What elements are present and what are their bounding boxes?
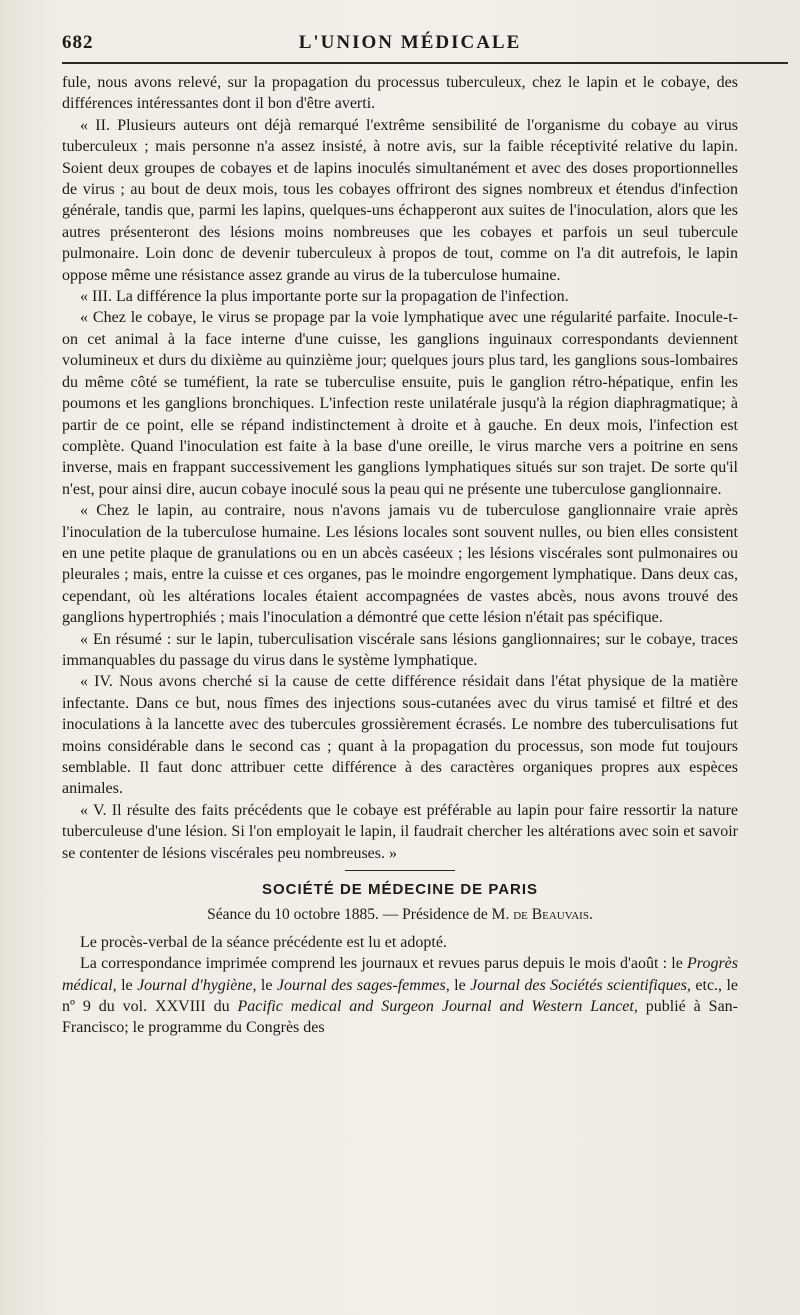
journal-name: Journal des Sociétés scientifiques, (470, 976, 691, 994)
page-number: 682 (62, 32, 94, 53)
journal-name: Journal d'hygiène, (137, 976, 257, 994)
text-run: le (449, 976, 471, 994)
correspondence-paragraph (62, 953, 738, 1039)
journal-title: L'UNION MÉDICALE (298, 32, 522, 53)
text-run: le (116, 976, 138, 994)
paragraph: « En résumé : sur le lapin, tuberculisation viscérale sans lésions ganglionnaires; sur le cobaye, traces immanquables du passage du virus dans le système lymphatique. (62, 630, 738, 669)
paragraph: « III. La différence la plus importante porte sur la propagation de l'infection. (80, 288, 569, 306)
paragraph: « II. Plusieurs auteurs ont déjà remarqué l'extrême sensibilité de l'organisme du cobaye au virus tuberculeux ; mais personne n'a assez insisté, à notre avis, sur la faible réceptivité relative du lapin. Soient deux groupes de cobayes et de lapins inoculés simultanément et avec des doses proportionnelles de virus ; au bout de deux mois, tous les cobayes offriront des signes nombreux et étendus d'infection générale, tandis que, parmi les lapins, quelques-uns échapperont aux suites de l'inoculation, alors que les autres présenteront des lésions moins nombreuses que les cobayes et parfois un seul tubercule pulmonaire. Loin donc de devenir tuberculeux à propos de tout, comme on l'a dit autrefois, le lapin oppose même une résistance assez grande au virus de la tuberculose humaine. (62, 116, 738, 284)
paragraph: « V. Il résulte des faits précédents que le cobaye est préférable au lapin pour faire ressortir la nature tuberculeuse d'une lésion. Si l'on employait le lapin, il faudrait chercher les altérations avec soin et savoir se contenter de lésions viscérales peu nombreuses. » (62, 801, 738, 862)
session-prefix: Séance du 10 octobre 1885. — Présidence de M. (207, 906, 514, 924)
text-run: publié à San-Francisco; le programme du Congrès des (62, 998, 739, 1037)
paragraph: « Chez le cobaye, le virus se propage par la voie lymphatique avec une régularité parfaite. Inocule-t-on cet animal à la face interne d'une cuisse, les ganglions inguinaux correspondants deviennent volumineux et durs du dixième au quinzième jour; quelques jours plus tard, les ganglions sous-lombaires du même côté se tuméfient, la rate se tuberculise ensuite, puis le ganglion rétro-hépatique, enfin les poumons et les ganglions bronchiques. L'infection reste unilatérale jusqu'à la région diaphragmatique; à partir de ce point, elle se répand indistinctement à droite et à gauche. En deux mois, l'infection est complète. Quand l'inoculation est faite à la base d'une oreille, le virus marche vers a poitrine en sens inverse, mais en frappant successivement les ganglions lymphatiques situés sur son trajet. De sorte qu'il n'est, pour ainsi dire, aucun cobaye inoculé sous la peau qui ne présente une tuberculose ganglionnaire. (62, 309, 738, 498)
session-line (62, 904, 738, 925)
journal-name: Pacific medical and Surgeon Journal and Western Lancet, (237, 998, 638, 1016)
journal-name: Progrès médical, (62, 955, 738, 994)
society-heading: SOCIÉTÉ DE MÉDECINE DE PARIS (261, 881, 539, 899)
paragraph: « IV. Nous avons cherché si la cause de cette différence résidait dans l'état physique de la matière infectante. Dans ce but, nous fîmes des injections sous-cutanées avec du virus tamisé et filtré et des inoculations à la lancette avec des tubercules grossièrement écrasés. Le nombre des tuberculisations fut moins considérable dans le second cas ; quant à la propagation du processus, son mode fut toujours semblable. Il faut donc attribuer cette différence à des caractères organiques propres aux espèces animales. (62, 673, 738, 798)
minutes-paragraph: Le procès-verbal de la séance précédente est lu et adopté. (80, 933, 447, 951)
text-run: le (256, 976, 277, 994)
article-body (62, 72, 738, 1039)
journal-name: Journal des sages-femmes, (276, 976, 450, 994)
running-head (62, 26, 758, 60)
text-run: La correspondance imprimée comprend les journaux et revues parus depuis le mois d'août : le (80, 955, 688, 973)
president-name: de Beauvais. (513, 906, 593, 924)
header-rule (62, 62, 788, 64)
section-divider (345, 870, 455, 871)
paragraph: « Chez le lapin, au contraire, nous n'avons jamais vu de tuberculose ganglionnaire vraie après l'inoculation de la tuberculose humaine. Les lésions locales sont souvent nulles, ou bien elles consistent en une petite plaque de granulations ou en un abcès caséeux ; les lésions viscérales sont pulmonaires ou pleurales ; mais, entre la cuisse et ces organes, pas le moindre engorgement lymphatique. Dans deux cas, cependant, où les altérations locales étaient accompagnées de vastes abcès, nous avons trouvé des ganglions hypertrophiés ; mais l'inoculation a démontré que cette lésion n'était pas spécifique. (62, 502, 738, 627)
paragraph: fule, nous avons relevé, sur la propagation du processus tuberculeux, chez le lapin et le cobaye, des différences intéressantes dont il bon d'être averti. (62, 74, 738, 113)
text-run: etc., le nº 9 du vol. XXVIII du (62, 976, 739, 1016)
